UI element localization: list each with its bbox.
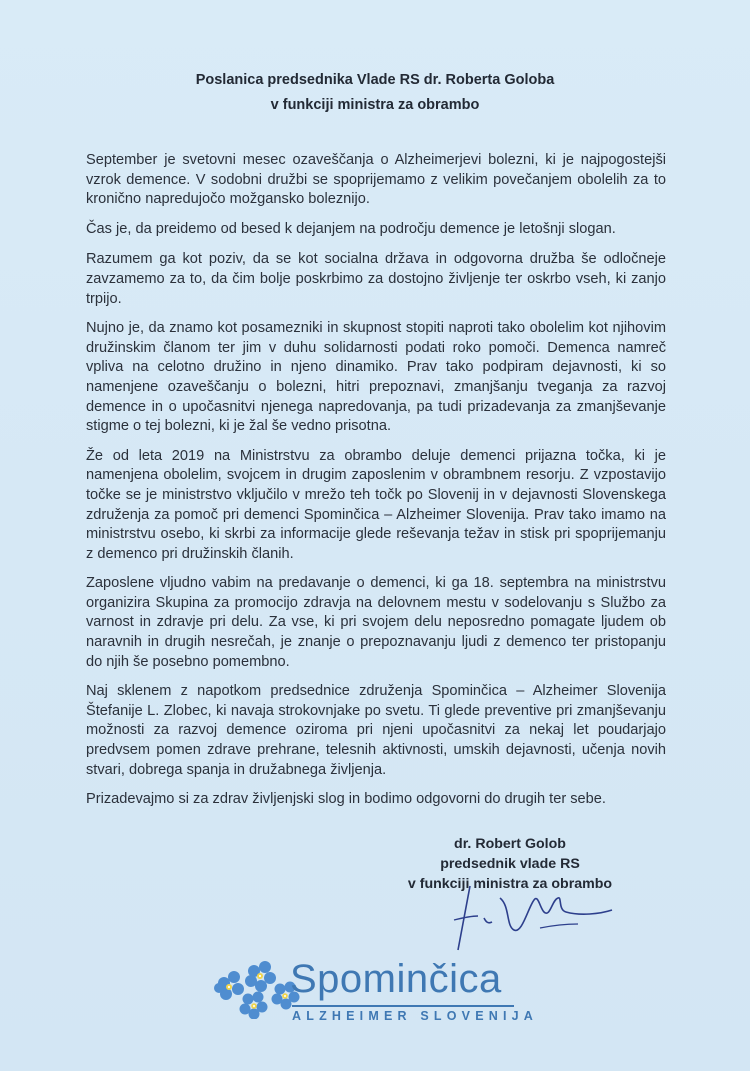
spomincica-logo [210,955,539,1035]
signer-function: v funkciji ministra za obrambo [407,876,613,892]
handwritten-signature-icon [440,878,620,958]
logo-name: Spominčica [290,957,502,1001]
letter-body [86,151,666,820]
forget-me-not-flowers-icon [210,957,300,1019]
paragraph-8: Prizadevajmo si za zdrav življenjski slog in bodimo odgovorni do drugih ter sebe. [86,791,606,808]
logo-divider [292,1005,514,1007]
paragraph-1: September je svetovni mesec ozaveščanja o Alzheimerjevi bolezni, ki je najpogostejši vzrok demence. V sodobni družbi se spoprijemamo z velikim povečanjem obolelih za to kronično napredujočo možgansko boleznijo. [86,152,666,208]
paragraph-6: Zaposlene vljudno vabim na predavanje o demenci, ki ga 18. septembra na ministrstvu organizira Skupina za promocijo zdravja na delovnem mestu v sodelovanju s Službo za varnost in zdravje pri delu. Za vse, ki pri svojem delu neposredno pomagate ljudem ob naravnih in drugih nesrečah, je znanje o prepoznavanju ljudi z demenco ter pristopanju do njih še posebno pomembno. [86,575,666,670]
signer-name: dr. Robert Golob [454,836,566,852]
paragraph-5: Že od leta 2019 na Ministrstvu za obrambo deluje demenci prijazna točka, ki je namenjena obolelim, svojcem in drugim zaposlenim v obrambnem resorju. Z vzpostavijo točke se je ministrstvo vključilo v mrežo teh točk po Slovenij in v dejavnosti Slovenskega združenja za pomoč pri demenci Spominčica – Alzheimer Slovenija. Prav tako imamo na ministrstvu osebo, ki skrbi za informacije glede reševanja težav in stisk pri spoprijemanju z demenco pri družinskih članih. [86,447,666,562]
paragraph-2: Čas je, da preidemo od besed k dejanjem na področju demence je letošnji slogan. [86,220,616,237]
logo-subtitle: ALZHEIMER SLOVENIJA [292,1009,539,1023]
paragraph-7: Naj sklenem z napotkom predsednice združenja Spominčica – Alzheimer Slovenija Štefanije L. Zlobec, ki navaja strokovnjake po svetu. Ti glede preventive pri zmanjševanju možnosti za razvoj demence oziroma pri njeni upočasnitvi za nekaj let poudarjajo predvsem pomen zdrave prehrane, telesnih aktivnosti, umskih dejavnosti, učenja novih stvari, dobrega spanja in družabnega življenja. [86,683,666,778]
paragraph-3: Razumem ga kot poziv, da se kot socialna država in odgovorna družba še odločneje zavzamemo za to, da čim bolje poskrbimo za dostojno življenje ter oskrbo vseh, ki zanjo trpijo. [86,251,666,307]
letter-title-line1: Poslanica predsednika Vlade RS dr. Roberta Goloba [195,72,555,88]
signer-role: predsednik vlade RS [440,856,580,872]
paragraph-4: Nujno je, da znamo kot posamezniki in skupnost stopiti naproti tako obolelim kot njihovim družinskim članom ter jim v duhu solidarnosti podati roko pomoči. Demenca namreč vpliva na celotno družino in njeno dinamiko. Prav tako podpiram dejavnosti, ki so namenjene ozaveščanju o bolezni, hitri prepoznavi, zmanjšanju tveganja za razvoj demence in o upočasnitvi njenega napredovanja, pa tudi prizadevanja za zmanjševanje stigme o tej bolezni, ki je žal še vedno prisotna. [86,320,666,435]
letter-title-line2: v funkciji ministra za obrambo [270,97,480,113]
